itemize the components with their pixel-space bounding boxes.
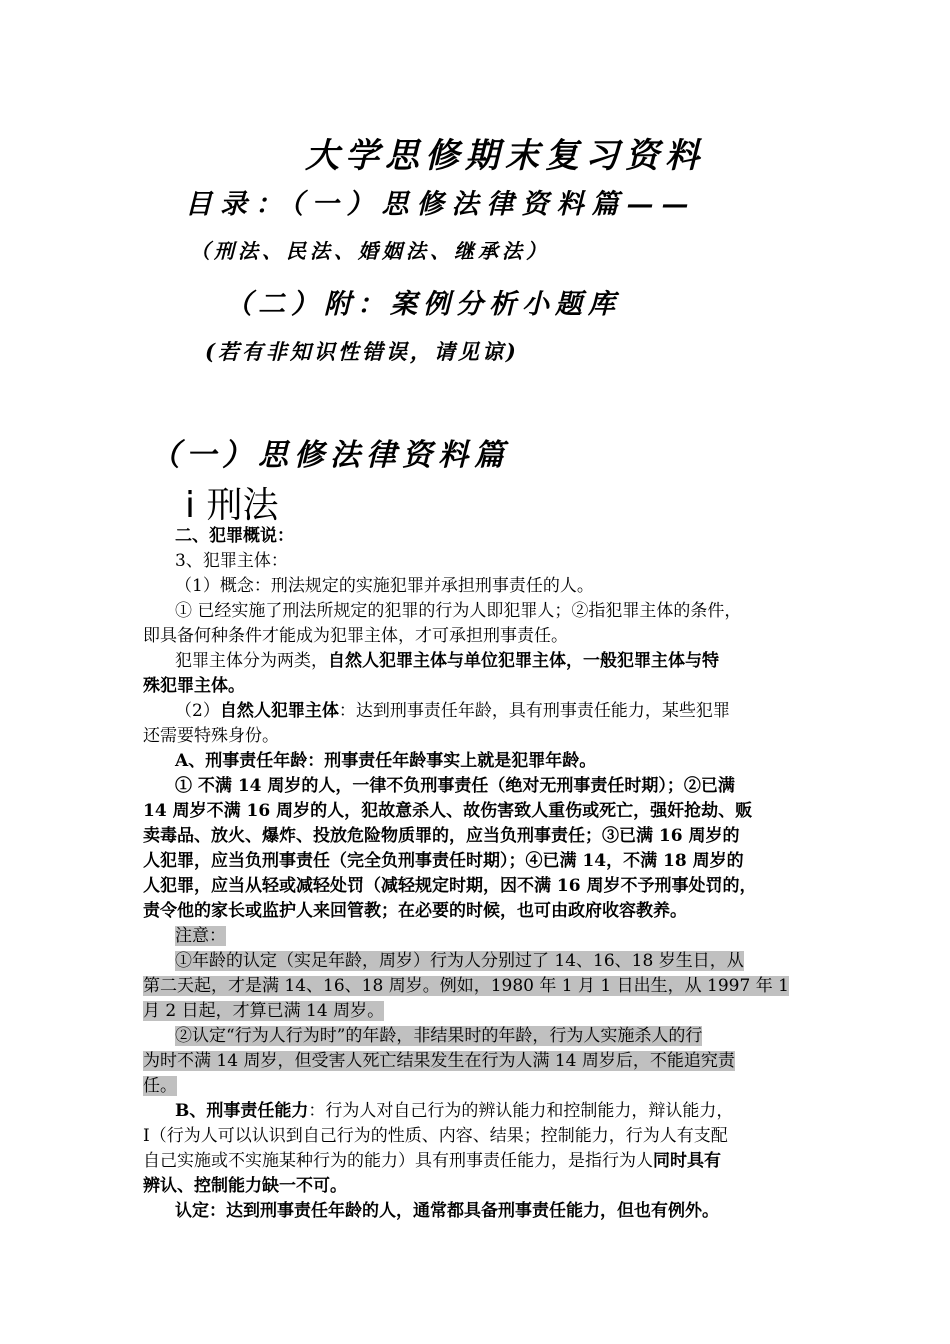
heading-crime-overview: 二、犯罪概说： xyxy=(175,526,294,546)
text-span-bold: 自然人犯罪主体与单位犯罪主体，一般犯罪主体与特 xyxy=(328,651,719,671)
text-line: 责令他的家长或监护人来回管教；在必要的时候，也可由政府收容教养。 xyxy=(143,901,687,921)
text-span: （2） xyxy=(175,701,220,721)
toc-line-1: 目录：（一）思修法律资料篇—— xyxy=(185,189,697,220)
section-heading: （一）思修法律资料篇 xyxy=(150,438,510,473)
toc-note: (若有非知识性错误，请见谅) xyxy=(205,339,519,364)
text-span-bold: 自然人犯罪主体 xyxy=(219,701,339,721)
highlight-span: ②认定“行为人行为时”的年龄，非结果时的年龄，行为人实施杀人的行 xyxy=(175,1026,703,1046)
text-line: （1）概念：刑法规定的实施犯罪并承担刑事责任的人。 xyxy=(175,576,594,596)
highlight-span: 任。 xyxy=(143,1076,177,1096)
text-line: 还需要特殊身份。 xyxy=(143,726,279,746)
text-span: ：行为人对自己行为的辨认能力和控制能力，辩认能力， xyxy=(308,1101,734,1121)
text-line: A、刑事责任年龄：刑事责任年龄事实上就是犯罪年龄。 xyxy=(175,751,597,771)
text-line xyxy=(143,1149,721,1175)
text-line: 殊犯罪主体。 xyxy=(143,676,245,696)
text-line: ① 已经实施了刑法所规定的犯罪的行为人即犯罪人；②指犯罪主体的条件， xyxy=(175,601,742,621)
highlight-span: 注意： xyxy=(175,926,226,946)
text-line xyxy=(175,949,744,975)
text-span: 自己实施或不实施某种行为的能力）具有刑事责任能力，是指行为人 xyxy=(143,1151,653,1171)
text-span: ：达到刑事责任年龄，具有刑事责任能力，某些犯罪 xyxy=(338,701,730,721)
text-line: ① 不满 14 周岁的人，一律不负刑事责任（绝对无刑事责任时期）；②已满 xyxy=(175,776,735,796)
document-title: 大学思修期末复习资料 xyxy=(305,136,705,176)
text-line: 认定：达到刑事责任年龄的人，通常都具备刑事责任能力，但也有例外。 xyxy=(175,1201,719,1221)
highlight-span: 月 2 日起，才算已满 14 周岁。 xyxy=(143,1001,385,1021)
text-line: 14 周岁不满 16 周岁的人，犯故意杀人、故伤害致人重伤或死亡，强奸抢劫、贩 xyxy=(143,801,753,821)
text-line: 人犯罪，应当负刑事责任（完全负刑事责任时期）；④已满 14，不满 18 周岁的 xyxy=(143,851,744,871)
text-line xyxy=(143,1049,735,1075)
text-line: 人犯罪，应当从轻或减轻处罚（减轻规定时期，因不满 16 周岁不予刑事处罚的， xyxy=(143,876,757,896)
highlight-span: 为时不满 14 周岁，但受害人死亡结果发生在行为人满 14 周岁后，不能追究责 xyxy=(143,1051,735,1071)
text-line: 卖毒品、放火、爆炸、投放危险物质罪的，应当负刑事责任；③已满 16 周岁的 xyxy=(143,826,740,846)
text-span-bold: B、刑事责任能力 xyxy=(175,1101,309,1121)
text-line xyxy=(143,999,384,1025)
text-line xyxy=(175,1099,733,1125)
highlight-span: 第二天起，才是满 14、16、18 周岁。例如，1980 年 1 月 1 日出生，从 1997 年 1 xyxy=(143,976,789,996)
text-line xyxy=(143,1074,177,1100)
sub-heading: ⅰ 刑法 xyxy=(185,485,279,526)
text-span: 犯罪主体分为两类， xyxy=(175,651,328,671)
text-line: 即具备何种条件才能成为犯罪主体，才可承担刑事责任。 xyxy=(143,626,568,646)
heading-crime-subject: 3、犯罪主体： xyxy=(175,551,288,571)
toc-line-2: （刑法、民法、婚姻法、继承法） xyxy=(190,239,550,263)
text-line xyxy=(143,974,789,1000)
toc-line-3: （二）附：案例分析小题库 xyxy=(225,289,621,320)
text-line xyxy=(175,649,719,675)
note-label xyxy=(175,924,226,950)
text-line xyxy=(175,1024,702,1050)
text-line xyxy=(175,699,730,725)
highlight-span: ①年龄的认定（实足年龄，周岁）行为人分别过了 14、16、18 岁生日，从 xyxy=(175,951,744,971)
text-line: I（行为人可以认识到自己行为的性质、内容、结果；控制能力，行为人有支配 xyxy=(143,1126,728,1146)
text-span-bold: 同时具有 xyxy=(653,1151,721,1171)
text-line: 辨认、控制能力缺一不可。 xyxy=(143,1176,347,1196)
